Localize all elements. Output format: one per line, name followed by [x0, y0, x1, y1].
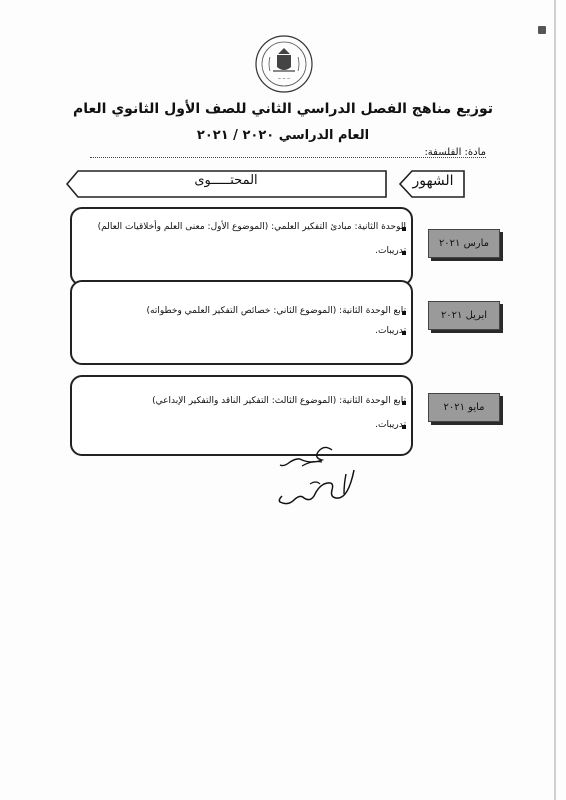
- academic-year: العام الدراسي ٢٠٢٠ / ٢٠٢١: [196, 128, 370, 143]
- month-box-may: مايو ٢٠٢١: [428, 393, 500, 422]
- content-item: تابع الوحدة الثانية: (الموضوع الثالث: التفكير الناقد والتفكير الإبداعي): [152, 396, 406, 406]
- content-box-march: [70, 207, 413, 286]
- svg-text:~ ~ ~: ~ ~ ~: [277, 76, 291, 81]
- content-item: الوحدة الثانية: مبادئ التفكير العلمي: (الموضوع الأول: معنى العلم وأخلاقيات العالم): [97, 222, 406, 232]
- content-item: تدريبات.: [375, 420, 406, 430]
- content-box-april: [70, 280, 413, 365]
- subject-dotted-line: [90, 157, 486, 158]
- page-edge: [554, 0, 556, 800]
- header-months-label: الشهور: [412, 173, 454, 189]
- scan-mark: [538, 26, 546, 34]
- ministry-seal-icon: [253, 33, 315, 95]
- month-box-march: مارس ٢٠٢١: [428, 229, 500, 258]
- content-item: تدريبات.: [375, 246, 406, 256]
- subject-label: مادة: الفلسفة:: [424, 147, 486, 158]
- table-header: [66, 169, 466, 199]
- header-content-label: المحتـــــوى: [194, 173, 258, 188]
- handwritten-signature: [262, 440, 362, 510]
- content-item: تابع الوحدة الثانية: (الموضوع الثاني: خصائص التفكير العلمي وخطواته): [146, 306, 406, 316]
- document-title: توزيع مناهج الفصل الدراسي الثاني للصف الأول الثانوي العام: [72, 101, 494, 117]
- month-box-april: ابريل ٢٠٢١: [428, 301, 500, 330]
- content-item: تدريبات.: [375, 326, 406, 336]
